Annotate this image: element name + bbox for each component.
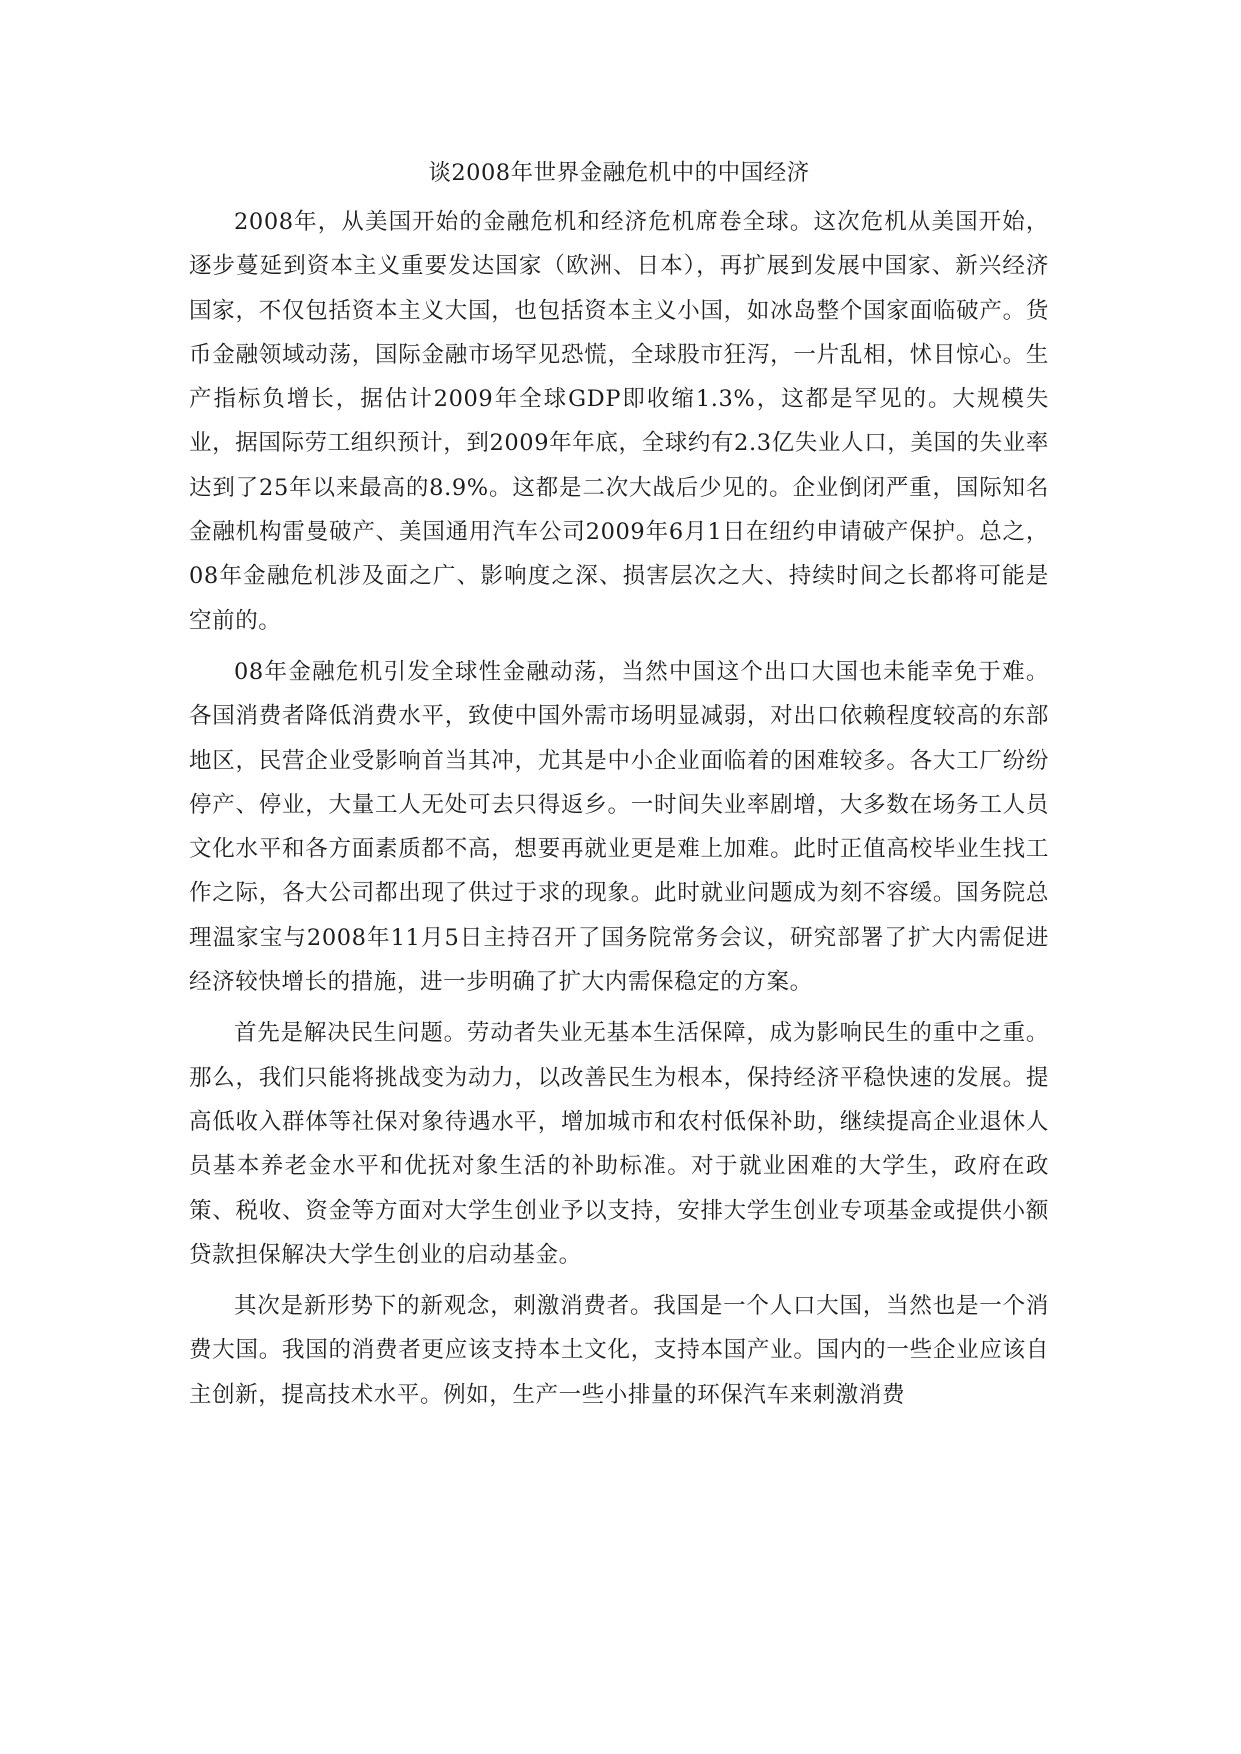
paragraph-1: 2008年，从美国开始的金融危机和经济危机席卷全球。这次危机从美国开始，逐步蔓延到资本主义重要发达国家（欧洲、日本），再扩展到发展中国家、新兴经济国家，不仅包括资本主义大国，也包括资本主义小国，如冰岛整个国家面临破产。货币金融领域动荡，国际金融市场罕见恐慌，全球股市狂泻，一片乱相，怵目惊心。生产指标负增长，据估计2009年全球GDP即收缩1.3%，这都是罕见的。大规模失业，据国际劳工组织预计，到2009年年底，全球约有2.3亿失业人口，美国的失业率达到了25年以来最高的8.9%。这都是二次大战后少见的。企业倒闭严重，国际知名金融机构雷曼破产、美国通用汽车公司2009年6月1日在纽约申请破产保护。总之，08年金融危机涉及面之广、影响度之深、损害层次之大、持续时间之长都将可能是空前的。 [189,209,1049,634]
document-body [189,158,1049,1424]
paragraph-3: 首先是解决民生问题。劳动者失业无基本生活保障，成为影响民生的重中之重。那么，我们只能将挑战变为动力，以改善民生为根本，保持经济平稳快速的发展。提高低收入群体等社保对象待遇水平，增加城市和农村低保补助，继续提高企业退休人员基本养老金水平和优抚对象生活的补助标准。对于就业困难的大学生，政府在政策、税收、资金等方面对大学生创业予以支持，安排大学生创业专项基金或提供小额贷款担保解决大学生创业的启动基金。 [189,1020,1049,1268]
document-title: 谈2008年世界金融危机中的中国经济 [428,160,810,186]
paragraph-2: 08年金融危机引发全球性金融动荡，当然中国这个出口大国也未能幸免于难。各国消费者降低消费水平，致使中国外需市场明显减弱，对出口依赖程度较高的东部地区，民营企业受影响首当其冲，尤其是中小企业面临着的困难较多。各大工厂纷纷停产、停业，大量工人无处可去只得返乡。一时间失业率剧增，大多数在场务工人员文化水平和各方面素质都不高，想要再就业更是难上加难。此时正值高校毕业生找工作之际，各大公司都出现了供过于求的现象。此时就业问题成为刻不容缓。国务院总理温家宝与2008年11月5日主持召开了国务院常务会议，研究部署了扩大内需促进经济较快增长的措施，进一步明确了扩大内需保稳定的方案。 [189,658,1049,996]
paragraph-4: 其次是新形势下的新观念，刺激消费者。我国是一个人口大国，当然也是一个消费大国。我国的消费者更应该支持本土文化，支持本国产业。国内的一些企业应该自主创新，提高技术水平。例如，生产一些小排量的环保汽车来刺激消费 [189,1293,1049,1408]
